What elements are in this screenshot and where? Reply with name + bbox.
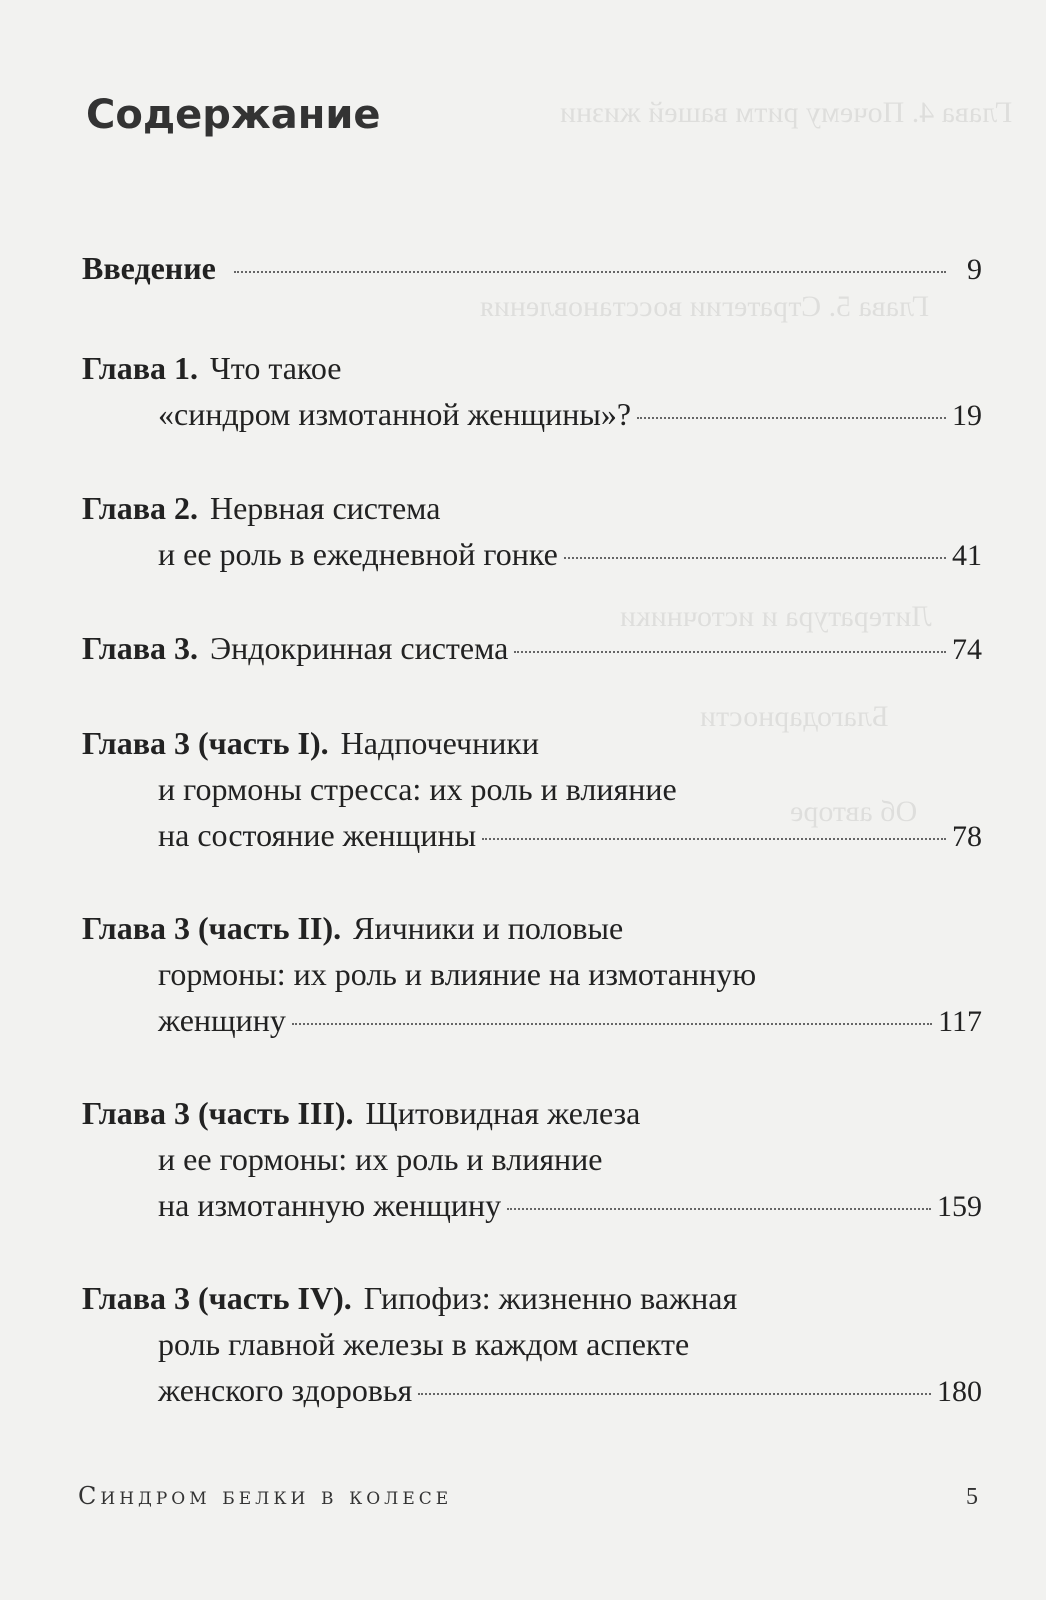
toc-entry-title: на состояние женщины	[158, 817, 477, 853]
dot-leader	[514, 651, 946, 653]
dot-leader	[637, 417, 946, 419]
toc-entry-title: Гипофиз: жизненно важная	[363, 1280, 738, 1316]
toc-entry-heading: Глава 1.	[82, 350, 198, 386]
toc-entry[interactable]	[82, 250, 982, 296]
toc-entry-heading: Глава 3 (часть II).	[82, 910, 342, 946]
toc-entry[interactable]	[82, 630, 982, 676]
toc-entry[interactable]	[82, 490, 982, 582]
toc-entry-heading: Глава 3 (часть III).	[82, 1095, 354, 1131]
folio-page-number: 5	[966, 1484, 978, 1510]
toc-entry[interactable]	[82, 725, 982, 863]
toc-entry-title: и ее гормоны: их роль и влияние	[158, 1141, 603, 1177]
toc-entry-heading: Глава 3.	[82, 630, 198, 666]
toc-entry-title: Что такое	[209, 350, 342, 386]
toc-page-number: 159	[937, 1190, 982, 1223]
toc-entry-title: Надпочечники	[340, 725, 540, 761]
toc-entry-title: на измотанную женщину	[158, 1187, 502, 1223]
dot-leader	[507, 1208, 931, 1210]
bleed-through: Литература и источники	[620, 600, 932, 633]
toc-page-number: 78	[952, 820, 982, 853]
toc-entry[interactable]	[82, 1280, 982, 1418]
toc-entry-title: и гормоны стресса: их роль и влияние	[158, 771, 677, 807]
toc-entry-title: и ее роль в ежедневной гонке	[158, 536, 558, 572]
toc-entry-title: Нервная система	[209, 490, 441, 526]
page-footer	[78, 1482, 978, 1511]
toc-entry-heading: Введение	[82, 250, 216, 286]
toc-page-number: 19	[952, 399, 982, 432]
toc-page-number: 74	[952, 633, 982, 666]
page-title: Содержание	[86, 92, 381, 138]
toc-entry-heading: Глава 3 (часть I).	[82, 725, 329, 761]
toc-entry-title: женского здоровья	[158, 1372, 413, 1408]
dot-leader	[482, 838, 946, 840]
bleed-through: Благодарности	[700, 700, 889, 733]
toc-page-number: 9	[967, 253, 982, 286]
toc-entry[interactable]	[82, 350, 982, 442]
toc-entry[interactable]	[82, 1095, 982, 1233]
toc-page-number: 41	[952, 539, 982, 572]
bleed-through: Глава 5. Стратегии восстановления	[480, 290, 930, 323]
dot-leader	[234, 271, 946, 273]
toc-page-number: 117	[938, 1005, 982, 1038]
dot-leader	[564, 557, 946, 559]
dot-leader	[418, 1393, 931, 1395]
toc-entry[interactable]	[82, 910, 982, 1048]
running-head: Синдром белки в колесе	[78, 1482, 453, 1510]
toc-entry-title: женщину	[158, 1002, 286, 1038]
toc-entry-title: роль главной железы в каждом аспекте	[158, 1326, 690, 1362]
toc-entry-heading: Глава 3 (часть IV).	[82, 1280, 352, 1316]
toc-entry-title: Яичники и половые	[353, 910, 624, 946]
bleed-through: Глава 4. Почему ритм вашей жизни	[560, 96, 1013, 129]
toc-page-number: 180	[937, 1375, 982, 1408]
dot-leader	[292, 1023, 932, 1025]
bleed-through: Об авторе	[790, 795, 918, 828]
toc-entry-heading: Глава 2.	[82, 490, 198, 526]
toc-entry-title: «синдром измотанной женщины»?	[158, 396, 632, 432]
toc-entry-title: Эндокринная система	[209, 630, 509, 666]
toc-entry-title: Щитовидная железа	[365, 1095, 641, 1131]
toc-entry-title: гормоны: их роль и влияние на измотанную	[158, 956, 757, 992]
